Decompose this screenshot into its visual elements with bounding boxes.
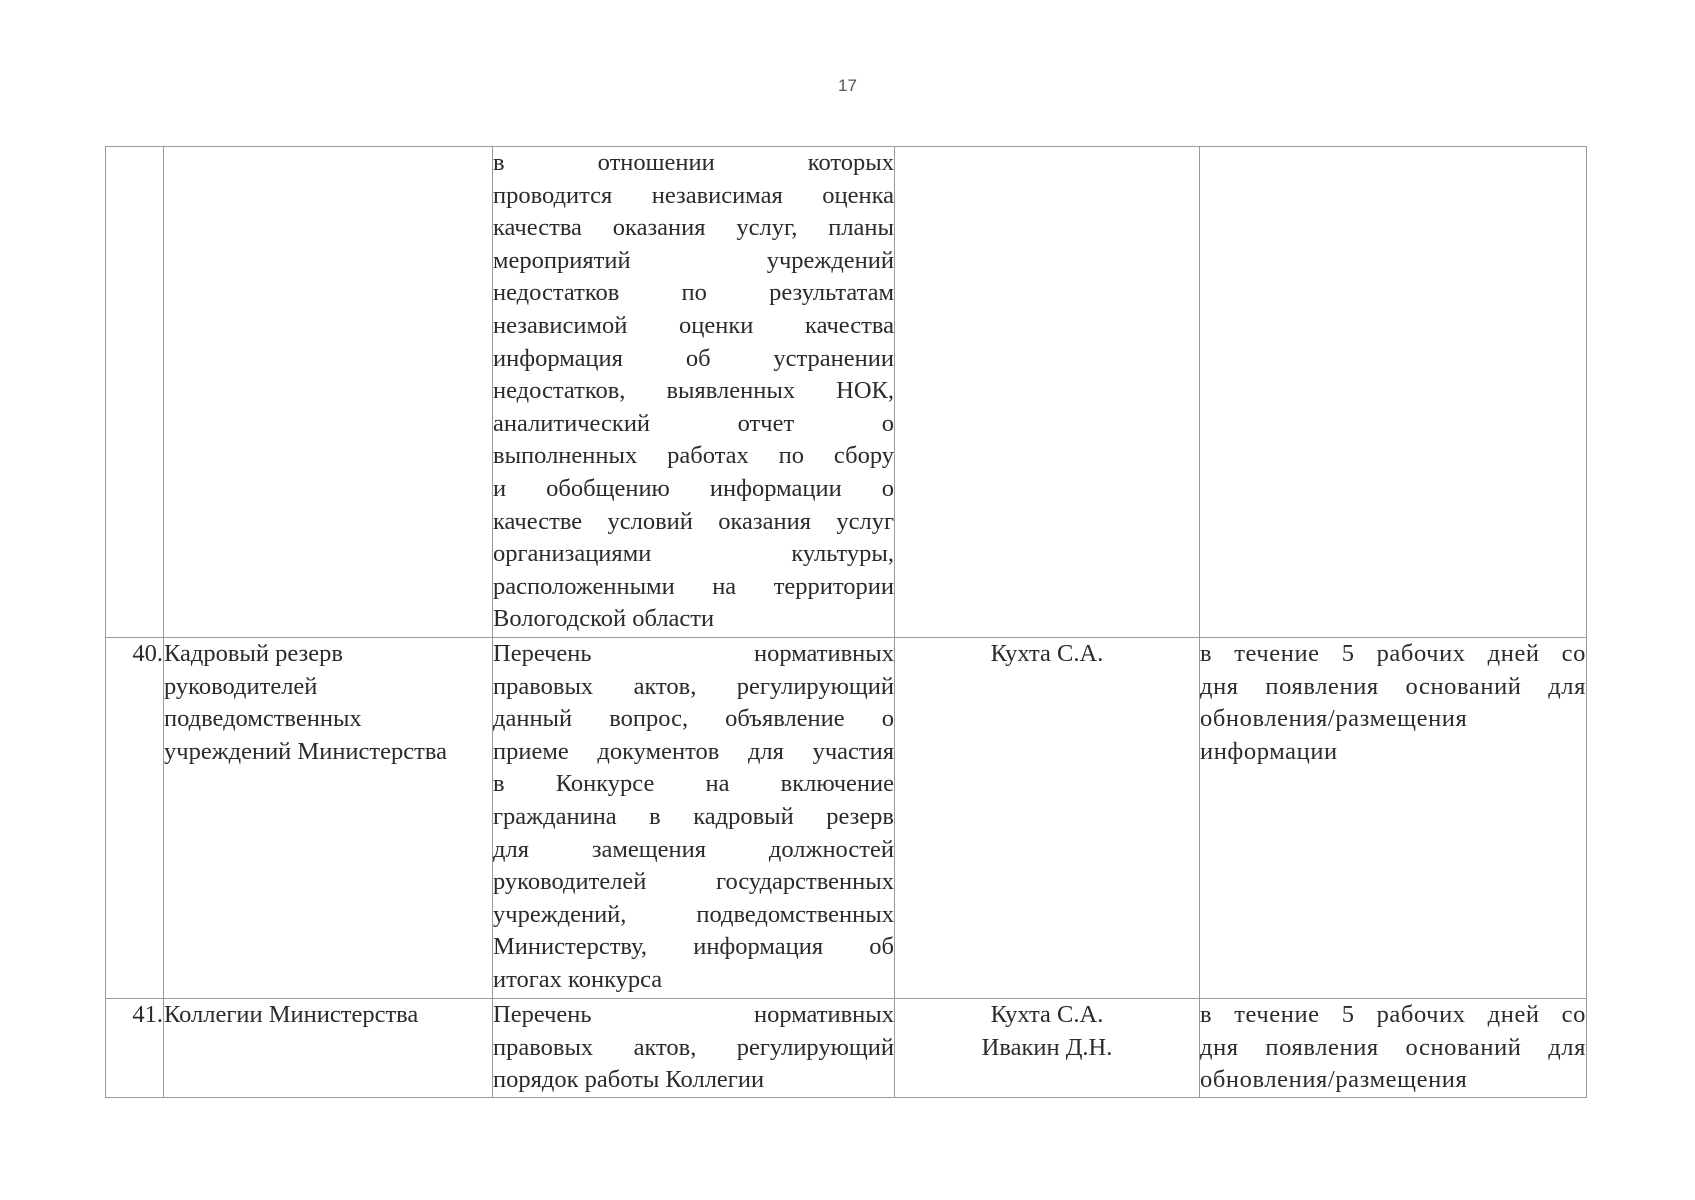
deadline-cell bbox=[1200, 147, 1587, 638]
documents-description-line: гражданина в кадровый резерв bbox=[493, 802, 894, 830]
deadline-cell bbox=[1200, 638, 1587, 999]
documents-description-line: Перечень нормативных bbox=[493, 640, 894, 667]
table-row bbox=[106, 999, 1587, 1098]
documents-description-line: Министерству, информация об bbox=[493, 933, 894, 961]
section-name-line: руководителей bbox=[164, 672, 318, 700]
documents-description-line: недостатков по результатам bbox=[493, 279, 894, 307]
documents-description-line: учреждений, подведомственных bbox=[493, 900, 894, 928]
documents-description-line: правовых актов, регулирующий bbox=[493, 1033, 894, 1061]
deadline-line: обновления/размещения bbox=[1200, 705, 1468, 733]
documents-description-line: независимой оценки качества bbox=[493, 311, 894, 339]
row-number: 40. bbox=[132, 640, 163, 667]
documents-description-cell bbox=[493, 999, 895, 1098]
row-number-cell bbox=[106, 999, 164, 1098]
documents-description-line: приеме документов для участия bbox=[493, 737, 894, 765]
section-name-line: подведомственных bbox=[164, 705, 362, 733]
documents-description-line: в отношении которых bbox=[493, 149, 894, 176]
plan-table bbox=[105, 146, 1587, 1098]
documents-description-line: проводится независимая оценка bbox=[493, 181, 894, 209]
deadline-line: дня появления оснований для bbox=[1200, 1033, 1586, 1061]
row-number: 41. bbox=[132, 1001, 163, 1028]
documents-description-line: аналитический отчет о bbox=[493, 409, 894, 437]
documents-description-line: для замещения должностей bbox=[493, 835, 894, 863]
responsible-person-cell bbox=[895, 999, 1200, 1098]
section-name-line: Коллегии Министерства bbox=[164, 1001, 419, 1028]
documents-description-line: недостатков, выявленных НОК, bbox=[493, 377, 894, 405]
documents-description-line: правовых актов, регулирующий bbox=[493, 672, 894, 700]
section-name-line: учреждений Министерства bbox=[164, 737, 447, 765]
documents-description-line: качества оказания услуг, планы bbox=[493, 214, 894, 242]
documents-description-line: Вологодской области bbox=[493, 605, 715, 633]
documents-description-line: порядок работы Коллегии bbox=[493, 1066, 765, 1094]
deadline-line: дня появления оснований для bbox=[1200, 672, 1586, 700]
documents-description-line: в Конкурсе на включение bbox=[493, 770, 894, 798]
deadline-line: обновления/размещения bbox=[1200, 1066, 1468, 1094]
documents-description-line: руководителей государственных bbox=[493, 868, 894, 896]
documents-description-line: качестве условий оказания услуг bbox=[493, 507, 894, 535]
row-number-cell bbox=[106, 147, 164, 638]
documents-description-line: организациями культуры, bbox=[493, 540, 894, 568]
responsible-person-line: Кухта С.А. bbox=[990, 640, 1104, 667]
documents-description-line: расположенными на территории bbox=[493, 572, 894, 600]
responsible-person-line: Ивакин Д.Н. bbox=[981, 1033, 1113, 1061]
documents-description-line: информация об устранении bbox=[493, 344, 894, 372]
documents-description-line: выполненных работах по сбору bbox=[493, 442, 894, 470]
responsible-person-cell bbox=[895, 147, 1200, 638]
documents-description-cell bbox=[493, 147, 895, 638]
documents-description-line: итогах конкурса bbox=[493, 965, 663, 993]
section-name-line: Кадровый резерв bbox=[164, 640, 343, 667]
section-name-cell bbox=[164, 147, 493, 638]
documents-description-line: и обобщению информации о bbox=[493, 474, 894, 502]
section-name-cell bbox=[164, 638, 493, 999]
table-row bbox=[106, 147, 1587, 638]
deadline-line: в течение 5 рабочих дней со bbox=[1200, 1001, 1586, 1028]
deadline-line: информации bbox=[1200, 737, 1338, 765]
page-number: 17 bbox=[838, 76, 857, 95]
responsible-person-line: Кухта С.А. bbox=[990, 1001, 1104, 1028]
deadline-cell bbox=[1200, 999, 1587, 1098]
documents-description-cell bbox=[493, 638, 895, 999]
documents-description-line: Перечень нормативных bbox=[493, 1001, 894, 1028]
deadline-line: в течение 5 рабочих дней со bbox=[1200, 640, 1586, 667]
table-row bbox=[106, 638, 1587, 999]
row-number-cell bbox=[106, 638, 164, 999]
section-name-cell bbox=[164, 999, 493, 1098]
responsible-person-cell bbox=[895, 638, 1200, 999]
documents-description-line: мероприятий учреждений bbox=[493, 246, 894, 274]
documents-description-line: данный вопрос, объявление о bbox=[493, 705, 894, 733]
